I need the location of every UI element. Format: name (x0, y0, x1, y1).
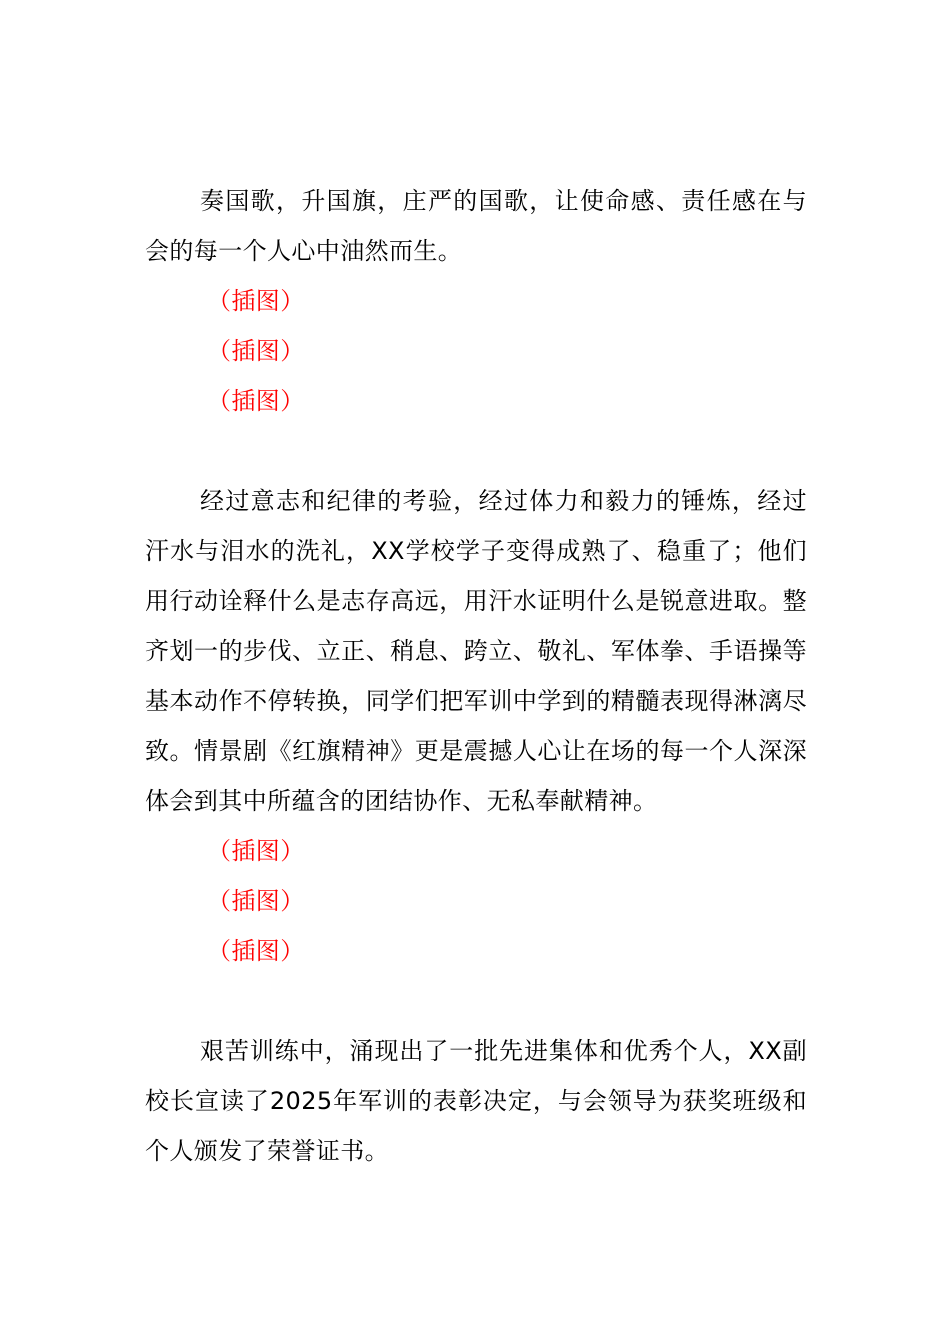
paragraph-gap (145, 426, 807, 476)
paragraph-gap (145, 976, 807, 1026)
figure-placeholder: （插图） (207, 337, 305, 365)
paragraph-awards: 艰苦训练中，涌现出了一批先进集体和优秀个人，XX副校长宣读了2025年军训的表彰决定，与会领导为获奖班级和个人颁发了荣誉证书。 (145, 1037, 807, 1165)
figure-placeholder: （插图） (207, 837, 305, 865)
figure-placeholder: （插图） (207, 287, 305, 315)
figure-placeholder: （插图） (207, 887, 305, 915)
figure-placeholder: （插图） (207, 937, 305, 965)
document-body (145, 176, 807, 1176)
figure-placeholder: （插图） (207, 387, 305, 415)
paragraph-training: 经过意志和纪律的考验，经过体力和毅力的锤炼，经过汗水与泪水的洗礼，XX学校学子变得成熟了、稳重了；他们用行动诠释什么是志存高远，用汗水证明什么是锐意进取。整齐划一的步伐、立正、稍息、跨立、敬礼、军体拳、手语操等基本动作不停转换，同学们把军训中学到的精髓表现得淋漓尽致。情景剧《红旗精神》更是震撼人心让在场的每一个人深深体会到其中所蕴含的团结协作、无私奉献精神。 (145, 487, 807, 815)
paragraph-anthem: 奏国歌，升国旗，庄严的国歌，让使命感、责任感在与会的每一个人心中油然而生。 (145, 187, 807, 265)
